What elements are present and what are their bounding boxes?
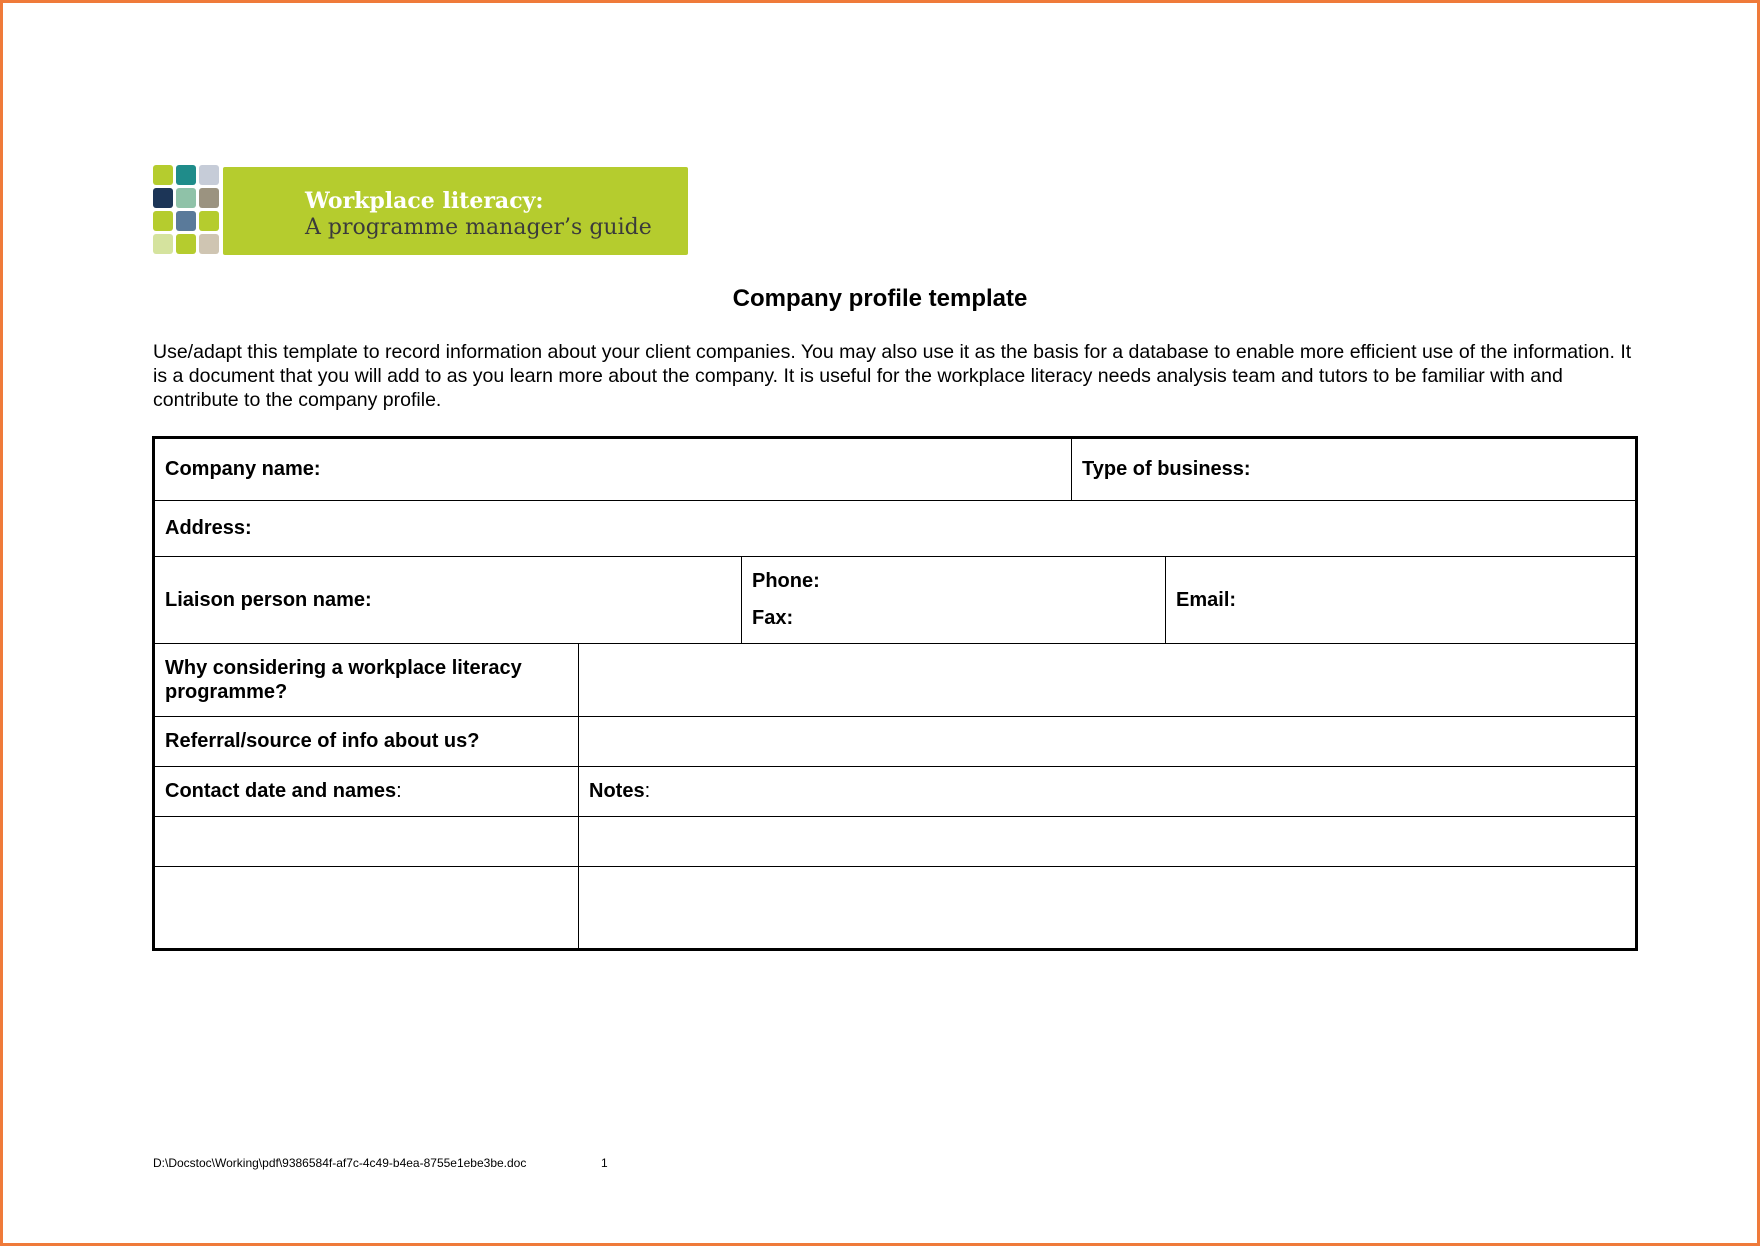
logo-band xyxy=(223,167,688,255)
contact-header-cell xyxy=(154,767,579,817)
logo-banner xyxy=(153,165,688,257)
referral-field[interactable] xyxy=(579,717,1637,767)
why-considering-label: Why considering a workplace literacy programme? xyxy=(165,657,522,703)
notes-header-cell xyxy=(579,767,1637,817)
fax-label: Fax: xyxy=(752,607,794,629)
why-considering-field[interactable] xyxy=(579,644,1637,717)
notes-entry-cell[interactable] xyxy=(579,867,1637,950)
phone-label: Phone: xyxy=(752,570,820,592)
phone-fax-field[interactable] xyxy=(742,557,1166,644)
company-profile-form xyxy=(152,436,1638,951)
type-of-business-label: Type of business: xyxy=(1082,458,1251,480)
why-considering-label-cell xyxy=(154,644,579,717)
footer-file-path: D:\Docstoc\Working\pdf\9386584f-af7c-4c49-b4ea-8755e1ebe3be.doc xyxy=(153,1156,527,1170)
liaison-person-field[interactable] xyxy=(154,557,742,644)
type-of-business-field[interactable] xyxy=(1072,438,1637,501)
address-label: Address: xyxy=(165,517,252,539)
intro-paragraph: Use/adapt this template to record information about your client companies. You may also use it as the basis for a database to enable more efficient use of the information. It is a document that you will add to as you learn more about the company. It is useful for the workplace literacy needs analysis team and tutors to be familiar with and contribute to the company profile. xyxy=(153,341,1632,411)
company-name-field[interactable] xyxy=(154,438,1072,501)
logo-subtitle: A programme manager’s guide xyxy=(305,215,652,240)
logo-square xyxy=(199,234,219,254)
logo-square xyxy=(199,188,219,208)
notes-label: Notes xyxy=(589,780,645,802)
logo-squares-icon xyxy=(153,165,223,257)
logo-square xyxy=(176,211,196,231)
logo-square xyxy=(176,234,196,254)
contact-entry-cell[interactable] xyxy=(154,867,579,950)
notes-colon: : xyxy=(644,780,651,802)
logo-square xyxy=(199,165,219,185)
referral-label-cell xyxy=(154,717,579,767)
company-name-label: Company name: xyxy=(165,458,321,480)
email-label: Email: xyxy=(1176,588,1237,611)
contact-date-label: Contact date and names xyxy=(165,780,397,802)
referral-label: Referral/source of info about us? xyxy=(165,730,480,752)
notes-entry-cell[interactable] xyxy=(579,817,1637,867)
email-field[interactable] xyxy=(1166,557,1637,644)
logo-square xyxy=(176,188,196,208)
logo-square xyxy=(176,165,196,185)
logo-title: Workplace literacy: xyxy=(305,188,544,214)
logo-square xyxy=(153,188,173,208)
contact-colon: : xyxy=(396,780,402,802)
logo-square xyxy=(153,211,173,231)
contact-entry-cell[interactable] xyxy=(154,817,579,867)
footer-page-number: 1 xyxy=(601,1156,608,1170)
address-field[interactable] xyxy=(154,501,1637,557)
page-title: Company profile template xyxy=(732,285,1028,312)
logo-square xyxy=(199,211,219,231)
logo-square xyxy=(153,165,173,185)
logo-square xyxy=(153,234,173,254)
liaison-person-label: Liaison person name: xyxy=(165,588,372,611)
